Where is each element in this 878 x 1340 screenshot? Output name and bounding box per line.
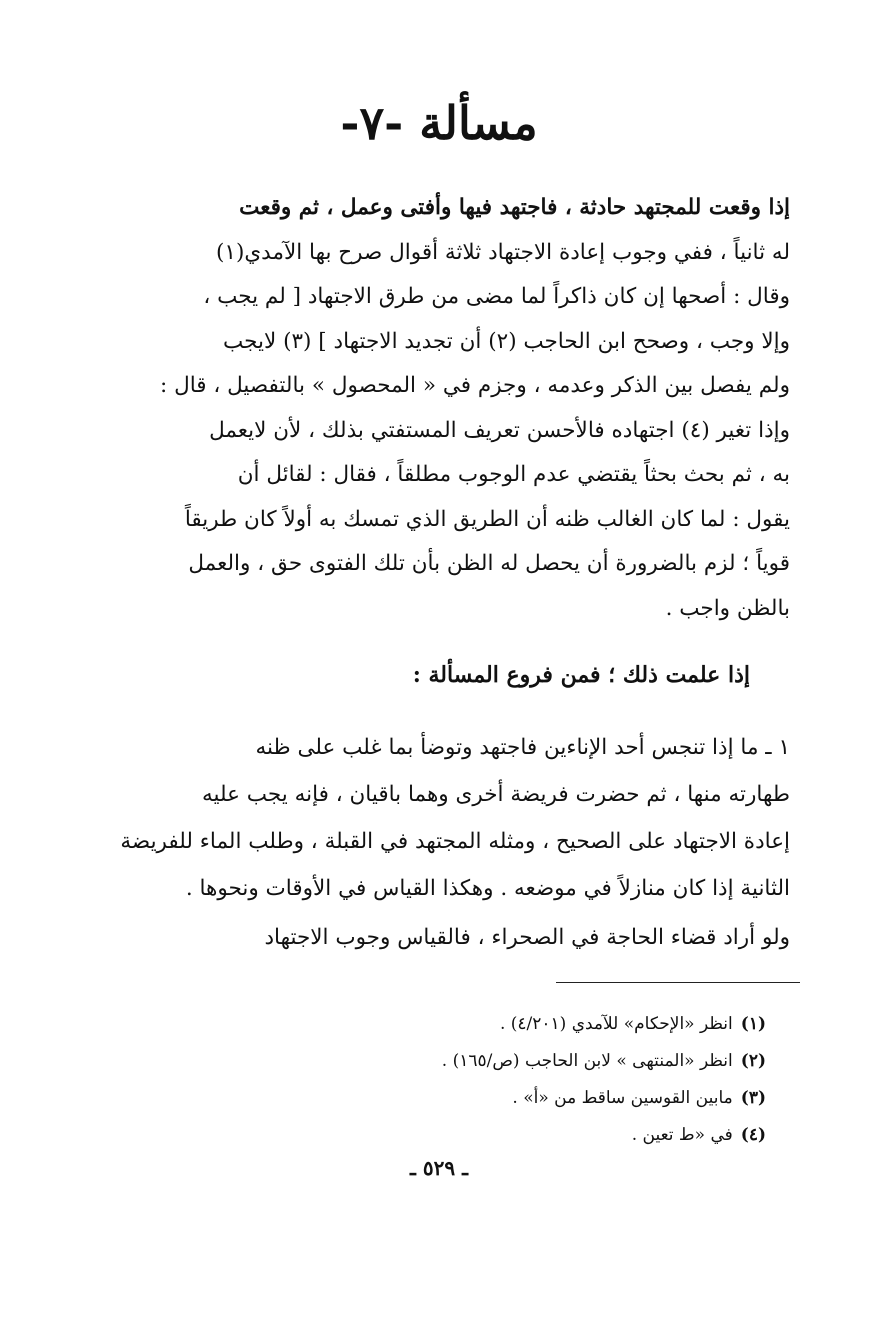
footnote-item: [442, 1080, 766, 1117]
paragraph-branch-1: [92, 724, 790, 912]
footnote-item: [442, 1006, 766, 1043]
footnotes: [442, 1006, 766, 1154]
text-line: وإذا تغير (٤) اجتهاده فالأحسن تعريف المستفتي بذلك ، لأن لايعمل: [209, 417, 790, 443]
text-line: به ، ثم بحث بحثاً يقتضي عدم الوجوب مطلقاً ، فقال : لقائل أن: [237, 462, 790, 487]
text-line: بالظن واجب .: [665, 595, 790, 621]
footnote-text: مابين القوسين ساقط من «أ» .: [512, 1088, 733, 1108]
footnote-number: (٢): [740, 1051, 766, 1071]
footnote-text: انظر «المنتهى » لابن الحاجب (ص/١٦٥) .: [441, 1051, 733, 1071]
text-line: وإلا وجب ، وصحح ابن الحاجب (٢) أن تجديد الاجتهاد ] (٣) لايجب: [223, 328, 790, 354]
text-line: يقول : لما كان الغالب ظنه أن الطريق الذي تمسك به أولاً كان طريقاً: [184, 506, 790, 532]
paragraph-continuation: [92, 916, 790, 961]
text-line: ١ ـ ما إذا تنجس أحد الإناءين فاجتهد وتوضأ بما غلب على ظنه: [255, 735, 790, 760]
text-line: ولو أراد قضاء الحاجة في الصحراء ، فالقياس وجوب الاجتهاد: [264, 925, 790, 950]
footnote-number: (٤): [740, 1125, 766, 1145]
footnote-divider: [556, 982, 800, 983]
text-line: له ثانياً ، ففي وجوب إعادة الاجتهاد ثلاثة أقوال صرح بها الآمدي(١): [215, 239, 790, 265]
text-line: قوياً ؛ لزم بالضرورة أن يحصل له الظن بأن تلك الفتوى حق ، والعمل: [188, 551, 790, 576]
footnote-text: انظر «الإحكام» للآمدي (٤/٢٠١) .: [499, 1014, 733, 1034]
footnote-number: (١): [740, 1014, 766, 1034]
footnote-item: [442, 1043, 766, 1080]
footnote-item: [442, 1117, 766, 1154]
footnote-number: (٣): [740, 1088, 766, 1108]
text-line: وقال : أصحها إن كان ذاكراً لما مضى من طرق الاجتهاد [ لم يجب ،: [203, 284, 790, 309]
paragraph-main: [92, 186, 790, 631]
text-line: إذا وقعت للمجتهد حادثة ، فاجتهد فيها وأفتى وعمل ، ثم وقعت: [239, 195, 790, 220]
section-heading: إذا علمت ذلك ؛ فمن فروع المسألة :: [412, 662, 750, 688]
text-line: طهارته منها ، ثم حضرت فريضة أخرى وهما باقيان ، فإنه يجب عليه: [201, 782, 790, 807]
text-line: الثانية إذا كان منازلاً في موضعه . وهكذا القياس في الأوقات ونحوها .: [185, 876, 790, 901]
text-line: ولم يفصل بين الذكر وعدمه ، وجزم في « المحصول » بالتفصيل ، قال :: [160, 373, 790, 398]
footnote-text: في «ط تعين .: [631, 1125, 733, 1145]
page-number: ـ ٥٢٩ ـ: [410, 1156, 468, 1180]
page-title: مسألة -٧-: [340, 96, 538, 150]
text-line: إعادة الاجتهاد على الصحيح ، ومثله المجتهد في القبلة ، وطلب الماء للفريضة: [120, 829, 790, 854]
